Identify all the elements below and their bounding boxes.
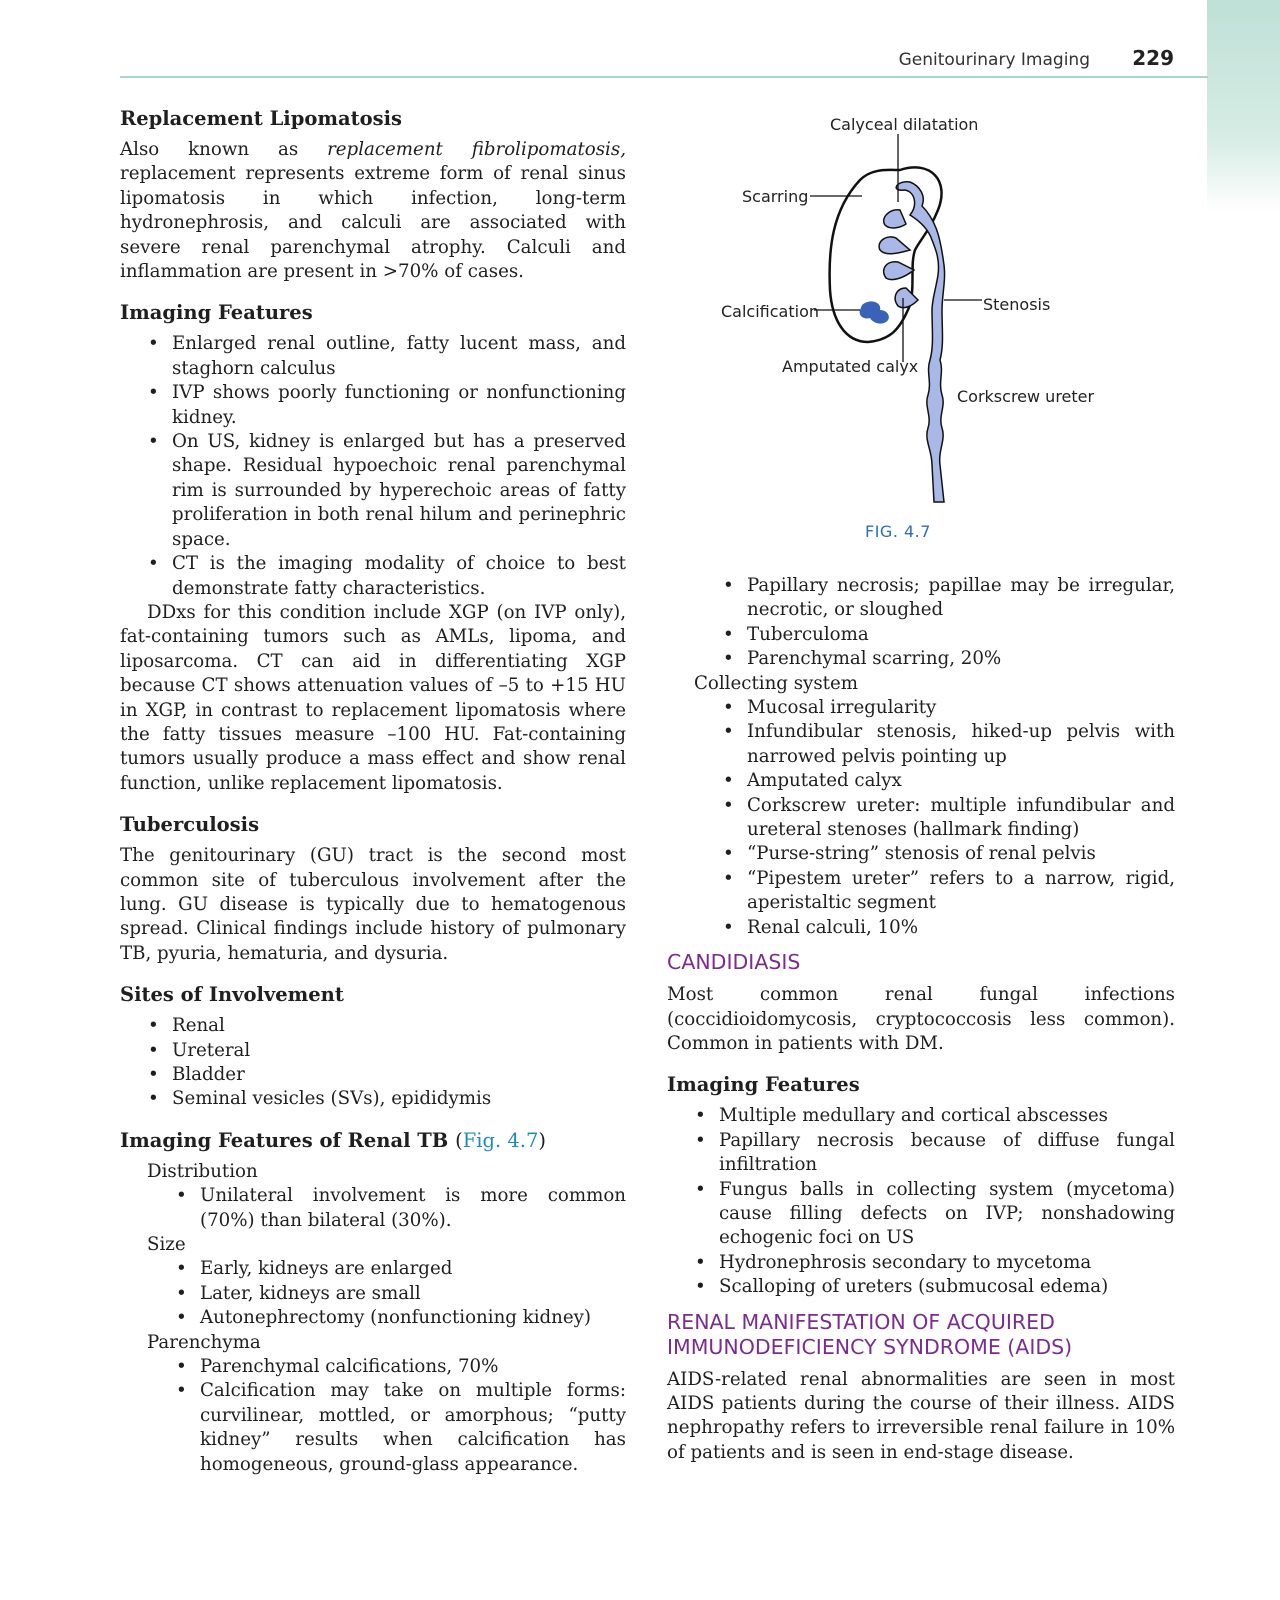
ddx-paragraph: DDxs for this condition include XGP (on IVP only), fat-containing tumors such as AMLs, lipoma, and liposarcoma. CT can aid in differentiating XGP because CT shows attenuation values of –5 to +15 HU in XGP, in contrast to replacement lipomatosis where the fatty tissues measure –100 HU. Fat-containing tumors usually produce a mass effect and show renal function, unlike replacement lipomatosis. [120, 601, 626, 794]
size-list [120, 1257, 626, 1330]
candidiasis-paragraph: Most common renal fungal infections (coccidioidomycosis, cryptococcosis less common). Common in patients with DM. [667, 984, 1175, 1054]
list-item: • IVP shows poorly functioning or nonfunctioning kidney. [172, 381, 626, 430]
list-item: • Calcification may take on multiple forms: curvilinear, mottled, or amorphous; “putty kidney” results when calcification has homogeneous, ground-glass appearance. [200, 1379, 626, 1477]
list-item: • Later, kidneys are small [200, 1282, 626, 1306]
paragraph-text: Also known as [120, 139, 328, 160]
subheading-parenchyma: Parenchyma [147, 1331, 261, 1353]
list-item: • Tuberculoma [747, 623, 1175, 647]
list-item: • Hydronephrosis secondary to mycetoma [719, 1251, 1175, 1275]
section-title-candidiasis: CANDIDIASIS [667, 950, 801, 975]
list-item: • Multiple medullary and cortical abscesses [719, 1104, 1175, 1128]
list-item: • Infundibular stenosis, hiked-up pelvis with narrowed pelvis pointing up [747, 720, 1175, 769]
list-item: • “Purse-string” stenosis of renal pelvis [747, 842, 1175, 866]
list-item: • Parenchymal scarring, 20% [747, 647, 1175, 671]
list-item: • Corkscrew ureter: multiple infundibular and ureteral stenoses (hallmark finding) [747, 794, 1175, 843]
figure-caption: FIG. 4.7 [865, 522, 931, 541]
section-title-sites-of-involvement: Sites of Involvement [120, 983, 344, 1007]
section-title-imaging-features-renal-tb [120, 1128, 626, 1154]
list-item: • Fungus balls in collecting system (mycetoma) cause filling defects on IVP; nonshadowing echogenic foci on US [719, 1178, 1175, 1251]
section-title-tuberculosis: Tuberculosis [120, 813, 260, 837]
list-item: • Enlarged renal outline, fatty lucent mass, and staghorn calculus [172, 332, 626, 381]
renal-tb-diagram [700, 110, 1120, 520]
running-header [120, 46, 1208, 78]
running-title: Genitourinary Imaging [898, 50, 1090, 70]
list-item: • Amputated calyx [747, 769, 1175, 793]
label-scarring: Scarring [742, 187, 809, 206]
candidiasis-features-list [667, 1104, 1175, 1299]
label-corkscrew-ureter: Corkscrew ureter [957, 387, 1095, 406]
label-calcification: Calcification [721, 302, 819, 321]
section-title-candidiasis-imaging: Imaging Features [667, 1073, 860, 1097]
list-item: • Mucosal irregularity [747, 696, 1175, 720]
list-item: • Autonephrectomy (nonfunctioning kidney) [200, 1306, 626, 1330]
subheading-size: Size [147, 1234, 186, 1256]
page-edge-tab [1207, 0, 1280, 212]
figure-link[interactable]: Fig. 4.7 [462, 1128, 539, 1152]
subheading-distribution: Distribution [147, 1160, 258, 1182]
right-column [667, 574, 1175, 1465]
paren: ) [538, 1128, 546, 1152]
label-stenosis: Stenosis [983, 295, 1051, 314]
section-title-replacement-lipomatosis: Replacement Lipomatosis [120, 107, 402, 130]
label-calyceal-dilatation: Calyceal dilatation [830, 115, 979, 134]
list-item: • Ureteral [172, 1039, 626, 1063]
list-item: • Unilateral involvement is more common (70%) than bilateral (30%). [200, 1184, 626, 1233]
list-item: • Early, kidneys are enlarged [200, 1257, 626, 1281]
section-title-aids: RENAL MANIFESTATION OF ACQUIRED IMMUNODEFICIENCY SYNDROME (AIDS) [667, 1309, 1073, 1359]
list-item: • Scalloping of ureters (submucosal edema) [719, 1275, 1175, 1299]
collecting-system-list [667, 696, 1175, 940]
aids-paragraph: AIDS-related renal abnormalities are seen in most AIDS patients during the course of their illness. AIDS nephropathy refers to irreversible renal failure in 10% of patients and is seen in end-stage disease. [667, 1368, 1175, 1463]
distribution-list [120, 1184, 626, 1233]
list-item: • “Pipestem ureter” refers to a narrow, rigid, aperistaltic segment [747, 867, 1175, 916]
tb-findings-list [667, 574, 1175, 672]
section-title-imaging-features: Imaging Features [120, 301, 313, 325]
paren: ( [455, 1128, 463, 1152]
tuberculosis-paragraph: The genitourinary (GU) tract is the second most common site of tuberculous involvement after the lung. GU disease is typically due to hematogenous spread. Clinical findings include history of pulmonary TB, pyuria, hematuria, and dysuria. [120, 845, 626, 964]
list-item: • Parenchymal calcifications, 70% [200, 1355, 626, 1379]
list-item: • Papillary necrosis because of diffuse fungal infiltration [719, 1129, 1175, 1178]
replacement-lipomatosis-paragraph [120, 138, 626, 284]
heading-text: Imaging Features of Renal TB [120, 1128, 449, 1152]
emphasis-term: replacement fibrolipomatosis, [327, 139, 626, 160]
label-amputated-calyx: Amputated calyx [782, 357, 919, 376]
list-item: • Bladder [172, 1063, 626, 1087]
sites-list [120, 1014, 626, 1112]
paragraph-text: replacement represents extreme form of renal sinus lipomatosis in which infection, long-term hydronephrosis, and calculi are associated with severe renal parenchymal atrophy. Calculi and inflammation are present in >70% of cases. [120, 163, 626, 283]
page-number: 229 [1132, 46, 1174, 70]
list-item: • Seminal vesicles (SVs), epididymis [172, 1087, 626, 1111]
list-item: • CT is the imaging modality of choice to best demonstrate fatty characteristics. [172, 552, 626, 601]
subheading-collecting-system: Collecting system [694, 672, 858, 694]
list-item: • On US, kidney is enlarged but has a preserved shape. Residual hypoechoic renal parenchymal rim is surrounded by hyperechoic areas of fatty proliferation in both renal hilum and perinephric space. [172, 430, 626, 552]
imaging-features-list [120, 332, 626, 600]
parenchyma-list [120, 1355, 626, 1477]
list-item: • Renal calculi, 10% [747, 916, 1175, 940]
list-item: • Renal [172, 1014, 626, 1038]
left-column [120, 106, 626, 1477]
list-item: • Papillary necrosis; papillae may be irregular, necrotic, or sloughed [747, 574, 1175, 623]
